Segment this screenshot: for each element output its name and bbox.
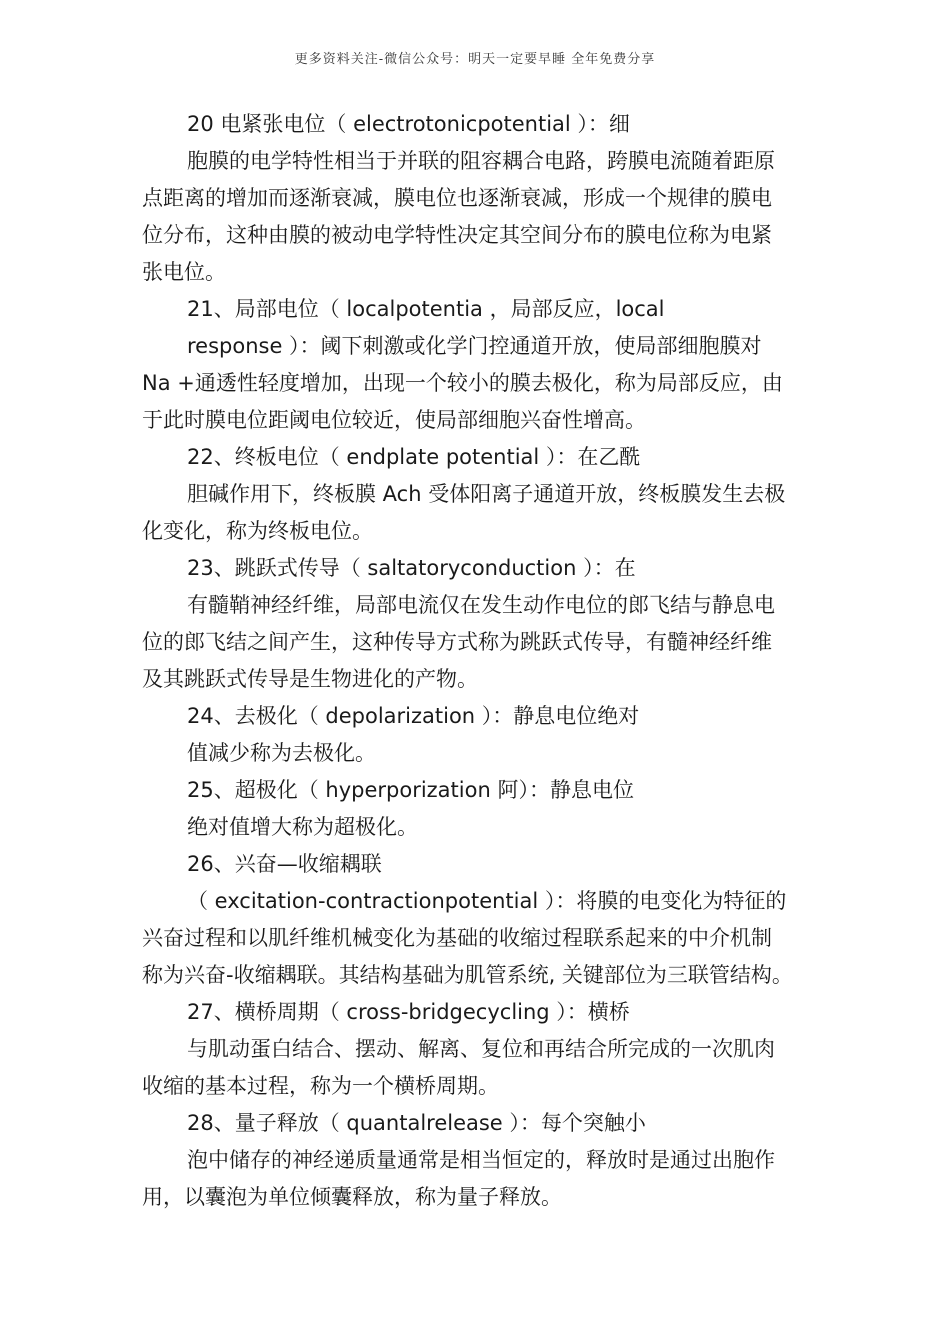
text-line: 张电位。 [142, 260, 226, 284]
text-line: 28、量子释放（ quantalrelease ）：每个突触小 [187, 1111, 646, 1135]
text-line: 称为兴奋-收缩耦联。其结构基础为肌管系统, 关键部位为三联管结构。 [142, 963, 793, 987]
text-line: 胆碱作用下，终板膜 Ach 受体阳离子通道开放，终板膜发生去极 [187, 482, 786, 506]
text-line: 用，以囊泡为单位倾囊释放，称为量子释放。 [142, 1185, 562, 1209]
text-line: Na +通透性轻度增加，出现一个较小的膜去极化，称为局部反应，由 [142, 371, 783, 395]
text-line: 值减少称为去极化。 [187, 741, 376, 765]
text-line: 及其跳跃式传导是生物进化的产物。 [142, 667, 478, 691]
text-line: 22、终板电位（ endplate potential ）：在乙酰 [187, 445, 641, 469]
text-line: 绝对值增大称为超极化。 [187, 815, 418, 839]
text-line: 有髓鞘神经纤维，局部电流仅在发生动作电位的郎飞结与静息电 [187, 593, 775, 617]
text-line: 21、局部电位（ localpotentia ，局部反应，local [187, 297, 665, 321]
text-line: 26、兴奋—收缩耦联 [187, 852, 382, 876]
page-header: 更多资料关注-微信公众号：明天一定要早睡 全年免费分享 [294, 52, 656, 67]
text-line: 23、跳跃式传导（ saltatoryconduction ）：在 [187, 556, 636, 580]
text-line: 胞膜的电学特性相当于并联的阻容耦合电路，跨膜电流随着距原 [187, 149, 775, 173]
document-body [142, 106, 822, 1216]
text-line: 27、横桥周期（ cross-bridgecycling ）：横桥 [187, 1000, 630, 1024]
text-line: 位的郎飞结之间产生，这种传导方式称为跳跃式传导，有髓神经纤维 [142, 630, 772, 654]
text-line: 于此时膜电位距阈电位较近，使局部细胞兴奋性增高。 [142, 408, 646, 432]
text-line: 化变化，称为终板电位。 [142, 519, 373, 543]
text-line: 25、超极化（ hyperporization 阿）：静息电位 [187, 778, 634, 802]
text-line: 20 电紧张电位（ electrotonicpotential ）：细 [187, 112, 630, 136]
text-line: 位分布，这种由膜的被动电学特性决定其空间分布的膜电位称为电紧 [142, 223, 772, 247]
text-line: （ excitation-contractionpotential ）：将膜的电变化为特征的 [187, 889, 787, 913]
text-line: 兴奋过程和以肌纤维机械变化为基础的收缩过程联系起来的中介机制 [142, 926, 772, 950]
text-line: 点距离的增加而逐渐衰减，膜电位也逐渐衰减，形成一个规律的膜电 [142, 186, 772, 210]
text-line: 24、去极化（ depolarization ）：静息电位绝对 [187, 704, 640, 728]
text-line: 与肌动蛋白结合、摆动、解离、复位和再结合所完成的一次肌肉 [187, 1037, 775, 1061]
text-line: response ）：阈下刺激或化学门控通道开放，使局部细胞膜对 [187, 334, 762, 358]
text-line: 收缩的基本过程，称为一个横桥周期。 [142, 1074, 499, 1098]
text-line: 泡中储存的神经递质量通常是相当恒定的，释放时是通过出胞作 [187, 1148, 775, 1172]
